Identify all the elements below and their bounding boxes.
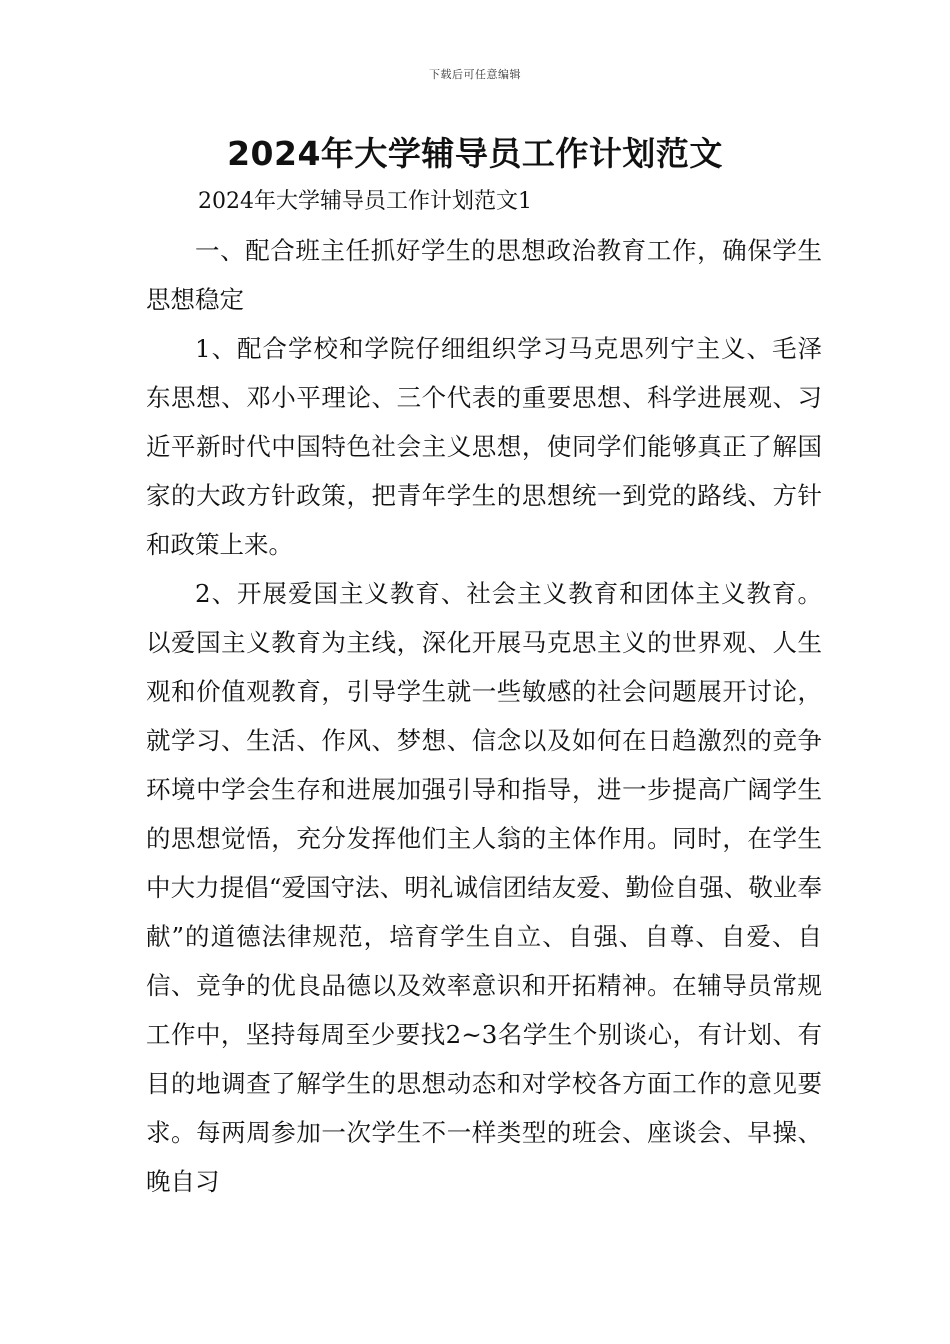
header-note: 下载后可任意编辑 bbox=[429, 68, 521, 81]
document-title: 2024年大学辅导员工作计划范文 bbox=[227, 134, 723, 173]
paragraph-section-heading: 一、配合班主任抓好学生的思想政治教育工作，确保学生思想稳定 bbox=[146, 236, 822, 314]
paragraph-item-2: 2、开展爱国主义教育、社会主义教育和团体主义教育。以爱国主义教育为主线，深化开展马克思主义的世界观、人生观和价值观教育，引导学生就一些敏感的社会问题展开讨论，就学习、生活、作风、梦想、信念以及如何在日趋激烈的竞争环境中学会生存和进展加强引导和指导，进一步提高广阔学生的思想觉悟，充分发挥他们主人翁的主体作用。同时，在学生中大力提倡“爱国守法、明礼诚信团结友爱、勤俭自强、敬业奉献”的道德法律规范，培育学生自立、自强、自尊、自爱、自信、竞争的优良品德以及效率意识和开拓精神。在辅导员常规工作中，坚持每周至少要找2~3名学生个别谈心，有计划、有目的地调查了解学生的思想动态和对学校各方面工作的意见要求。每两周参加一次学生不一样类型的班会、座谈会、早操、晚自习 bbox=[146, 579, 822, 1196]
paragraph-item-1: 1、配合学校和学院仔细组织学习马克思列宁主义、毛泽东思想、邓小平理论、三个代表的重要思想、科学进展观、习近平新时代中国特色社会主义思想，使同学们能够真正了解国家的大政方针政策，把青年学生的思想统一到党的路线、方针和政策上来。 bbox=[146, 334, 822, 559]
document-body bbox=[146, 177, 822, 1206]
document-subtitle: 2024年大学辅导员工作计划范文1 bbox=[198, 189, 532, 214]
